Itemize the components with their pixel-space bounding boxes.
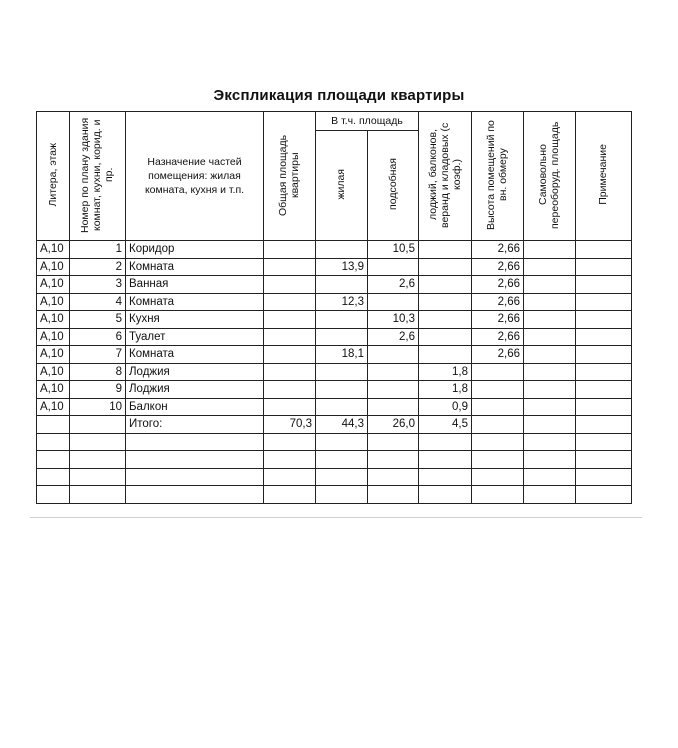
cell-height [472,486,524,504]
cell-living [316,241,368,259]
cell-self [524,276,576,294]
cell-height: 2,66 [472,293,524,311]
cell-purpose [126,468,264,486]
cell-aux [368,258,419,276]
cell-loggia [419,276,472,294]
cell-height [472,468,524,486]
cell-height [472,398,524,416]
table-row [37,381,632,399]
cell-total [264,363,316,381]
cell-liter: А,10 [37,328,70,346]
cell-aux: 26,0 [368,416,419,434]
cell-aux [368,451,419,469]
cell-note [576,276,632,294]
cell-living [316,363,368,381]
cell-liter: А,10 [37,258,70,276]
cell-aux [368,346,419,364]
document-title: Экспликация площади квартиры [213,87,465,104]
cell-self [524,293,576,311]
cell-aux: 2,6 [368,276,419,294]
cell-liter [37,468,70,486]
cell-loggia [419,468,472,486]
cell-total [264,311,316,329]
cell-total [264,486,316,504]
cell-height [472,381,524,399]
cell-height [472,363,524,381]
cell-height: 2,66 [472,276,524,294]
cell-height [472,451,524,469]
cell-self [524,381,576,399]
cell-total [264,258,316,276]
cell-note [576,328,632,346]
cell-aux [368,486,419,504]
cell-living [316,398,368,416]
cell-note [576,241,632,259]
cell-living [316,328,368,346]
cell-aux [368,468,419,486]
cell-aux [368,398,419,416]
cell-living [316,468,368,486]
cell-purpose: Комната [126,346,264,364]
cell-aux: 10,5 [368,241,419,259]
cell-living: 44,3 [316,416,368,434]
cell-total [264,451,316,469]
cell-loggia [419,241,472,259]
cell-self [524,416,576,434]
cell-no: 10 [70,398,126,416]
cell-loggia: 0,9 [419,398,472,416]
cell-living: 12,3 [316,293,368,311]
cell-total [264,346,316,364]
cell-no: 5 [70,311,126,329]
cell-liter: А,10 [37,363,70,381]
cell-living [316,381,368,399]
cell-liter: А,10 [37,293,70,311]
table-row [37,398,632,416]
cell-liter [37,486,70,504]
header-self-reconstructed: Самовольно переоборуд. площадь [524,112,576,241]
cell-height [472,433,524,451]
cell-height: 2,66 [472,346,524,364]
table-row [37,258,632,276]
cell-living [316,486,368,504]
cell-living [316,311,368,329]
cell-loggia: 1,8 [419,381,472,399]
cell-liter [37,451,70,469]
cell-purpose [126,451,264,469]
header-loggias: лоджий, балконов, веранд и кладовых (с коэф.) [419,112,472,241]
cell-note [576,293,632,311]
table-row [37,416,632,434]
cell-liter: А,10 [37,276,70,294]
cell-self [524,363,576,381]
cell-self [524,311,576,329]
cell-note [576,486,632,504]
cell-no: 9 [70,381,126,399]
cell-no: 3 [70,276,126,294]
cell-total [264,241,316,259]
cell-living [316,276,368,294]
cell-note [576,416,632,434]
sheet-bottom-edge [30,517,642,518]
cell-self [524,486,576,504]
cell-loggia [419,258,472,276]
cell-note [576,346,632,364]
cell-self [524,398,576,416]
cell-self [524,346,576,364]
header-number: Номер по плану здания комнат, кухни, корид. и пр. [70,112,126,241]
cell-liter: А,10 [37,398,70,416]
header-liter: Литера, этаж [37,112,70,241]
cell-aux: 10,3 [368,311,419,329]
cell-total [264,468,316,486]
cell-loggia [419,328,472,346]
cell-liter [37,416,70,434]
cell-self [524,241,576,259]
cell-aux [368,363,419,381]
cell-total: 70,3 [264,416,316,434]
cell-loggia [419,293,472,311]
cell-aux [368,381,419,399]
cell-self [524,451,576,469]
cell-purpose: Коридор [126,241,264,259]
table-row [37,328,632,346]
cell-total [264,328,316,346]
cell-purpose: Ванная [126,276,264,294]
cell-no: 2 [70,258,126,276]
cell-purpose: Кухня [126,311,264,329]
cell-purpose: Лоджия [126,381,264,399]
cell-loggia [419,346,472,364]
cell-note [576,381,632,399]
cell-height: 2,66 [472,328,524,346]
cell-loggia: 4,5 [419,416,472,434]
table-row [37,311,632,329]
cell-purpose: Лоджия [126,363,264,381]
cell-total [264,433,316,451]
cell-height: 2,66 [472,258,524,276]
cell-height: 2,66 [472,311,524,329]
cell-no [70,416,126,434]
cell-living [316,433,368,451]
cell-note [576,363,632,381]
cell-purpose [126,486,264,504]
cell-self [524,258,576,276]
cell-liter: А,10 [37,241,70,259]
cell-liter: А,10 [37,381,70,399]
cell-height: 2,66 [472,241,524,259]
cell-living: 13,9 [316,258,368,276]
cell-note [576,451,632,469]
cell-note [576,433,632,451]
cell-purpose: Туалет [126,328,264,346]
cell-loggia [419,311,472,329]
header-note: Примечание [576,112,632,241]
cell-loggia [419,486,472,504]
table-row [37,363,632,381]
table-row [37,346,632,364]
cell-no [70,486,126,504]
cell-self [524,468,576,486]
cell-aux: 2,6 [368,328,419,346]
cell-purpose [126,433,264,451]
cell-total [264,293,316,311]
cell-living: 18,1 [316,346,368,364]
table-row [37,433,632,451]
cell-note [576,258,632,276]
header-height: Высота помещений по вн. обмеру [472,112,524,241]
cell-no: 8 [70,363,126,381]
cell-no [70,468,126,486]
header-purpose: Назначение частей помещения: жилая комната, кухня и т.п. [126,112,264,241]
cell-purpose: Комната [126,258,264,276]
table-body [37,241,632,504]
cell-liter: А,10 [37,311,70,329]
cell-note [576,468,632,486]
cell-no [70,451,126,469]
header-including-area: В т.ч. площадь [316,112,419,131]
cell-loggia: 1,8 [419,363,472,381]
cell-no: 6 [70,328,126,346]
cell-living [316,451,368,469]
cell-no: 7 [70,346,126,364]
cell-height [472,416,524,434]
explication-table [36,111,632,504]
cell-self [524,433,576,451]
cell-self [524,328,576,346]
cell-purpose: Комната [126,293,264,311]
cell-liter: А,10 [37,346,70,364]
cell-note [576,398,632,416]
cell-loggia [419,433,472,451]
cell-total [264,398,316,416]
cell-purpose: Итого: [126,416,264,434]
table-row [37,276,632,294]
header-total-area: Общая площадь квартиры [264,112,316,241]
table-row [37,468,632,486]
cell-total [264,381,316,399]
cell-aux [368,433,419,451]
header-auxiliary: подсобная [368,131,419,241]
cell-aux [368,293,419,311]
cell-total [264,276,316,294]
cell-purpose: Балкон [126,398,264,416]
header-living: жилая [316,131,368,241]
table-row [37,451,632,469]
cell-no: 1 [70,241,126,259]
table-row [37,241,632,259]
cell-no [70,433,126,451]
table-row [37,486,632,504]
cell-liter [37,433,70,451]
table-row [37,293,632,311]
cell-note [576,311,632,329]
cell-no: 4 [70,293,126,311]
cell-loggia [419,451,472,469]
